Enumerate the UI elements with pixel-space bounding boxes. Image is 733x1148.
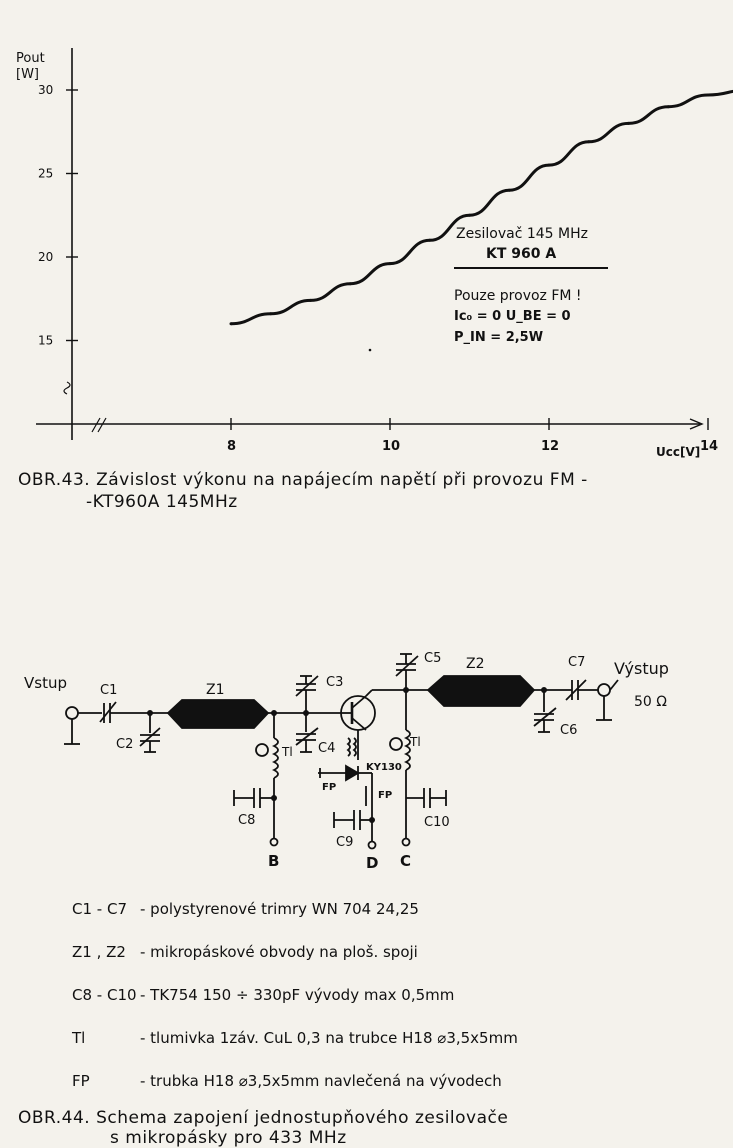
terminal-d: D: [366, 854, 379, 872]
input-label: Vstup: [24, 674, 67, 692]
y-tick-label: 30: [38, 83, 54, 97]
label-c6: C6: [560, 723, 578, 738]
part-description: - trubka H18 ⌀3,5x5mm navlečená na vývodech: [140, 1072, 502, 1090]
figure-caption-43-line1: OBR.43. Závislost výkonu na napájecím napětí při provozu FM -: [18, 470, 588, 490]
figure-caption-44-line2: s mikropásky pro 433 MHz: [110, 1128, 347, 1148]
label-z2: Z2: [466, 656, 485, 672]
part-description: - TK754 150 ÷ 330pF vývody max 0,5mm: [140, 986, 455, 1004]
label-fp-right: FP: [378, 790, 393, 801]
figure-caption-44-line1: OBR.44. Schema zapojení jednostupňového zesilovače: [18, 1108, 509, 1128]
label-c7: C7: [568, 655, 586, 670]
x-tick-label: 8: [227, 439, 237, 454]
y-tick-label: 25: [38, 166, 54, 181]
output-label: Výstup: [614, 659, 669, 678]
label-z1: Z1: [206, 682, 225, 698]
z2-microstrip: [428, 676, 534, 706]
part-description: - tlumivka 1záv. CuL 0,3 na trubce H18 ⌀3,5x5mm: [140, 1029, 518, 1047]
list-item: [72, 1029, 692, 1072]
part-description: - polystyrenové trimry WN 704 24,25: [140, 900, 419, 918]
x-tick-label: 10: [382, 439, 401, 454]
annotation-line4: Ic₀ = 0 U_BE = 0: [454, 309, 571, 324]
label-c4: C4: [318, 741, 336, 756]
label-c8: C8: [238, 813, 256, 828]
x-axis-label: Ucc[V]: [656, 445, 701, 459]
y-tick-label: 20: [38, 250, 54, 264]
terminal-b: B: [268, 852, 280, 870]
label-c5: C5: [424, 651, 442, 666]
list-item: [72, 900, 692, 943]
list-item: [72, 986, 692, 1029]
label-fp-left: FP: [322, 782, 337, 793]
label-c3: C3: [326, 675, 344, 690]
figure-caption-43-line2: -KT960A 145MHz: [86, 492, 238, 512]
label-c9: C9: [336, 835, 354, 850]
label-diode: KY130: [366, 762, 402, 773]
label-c2: C2: [116, 737, 134, 752]
z1-microstrip: [168, 700, 268, 728]
input-connector: [66, 707, 78, 719]
part-symbol: Z1 , Z2: [72, 943, 126, 961]
terminal-c: C: [400, 852, 412, 870]
label-c1: C1: [100, 683, 118, 698]
annotation-line3: Pouze provoz FM !: [454, 288, 582, 304]
annotation-line5: P_IN = 2,5W: [454, 330, 544, 345]
annotation-line2: KT 960 A: [486, 246, 557, 262]
part-description: - mikropáskové obvody na ploš. spoji: [140, 943, 418, 961]
x-tick-label: 14: [700, 439, 719, 454]
y-axis-label-line2: [W]: [16, 67, 39, 82]
parts-list: [72, 900, 692, 1115]
y-tick-label: 15: [38, 333, 54, 348]
part-symbol: C8 - C10: [72, 986, 137, 1004]
part-symbol: FP: [72, 1072, 90, 1090]
part-symbol: C1 - C7: [72, 900, 127, 918]
label-tl-left: Tl: [282, 745, 293, 759]
label-c10: C10: [424, 815, 450, 830]
list-item: [72, 943, 692, 986]
output-connector: [598, 684, 610, 696]
annotation-line1: Zesilovač 145 MHz: [456, 226, 588, 242]
y-axis-label-line1: Pout: [16, 51, 45, 66]
label-tl-right: Tl: [410, 735, 421, 749]
x-tick-label: 12: [541, 439, 560, 454]
output-impedance: 50 Ω: [634, 694, 667, 710]
part-symbol: Tl: [72, 1029, 86, 1047]
